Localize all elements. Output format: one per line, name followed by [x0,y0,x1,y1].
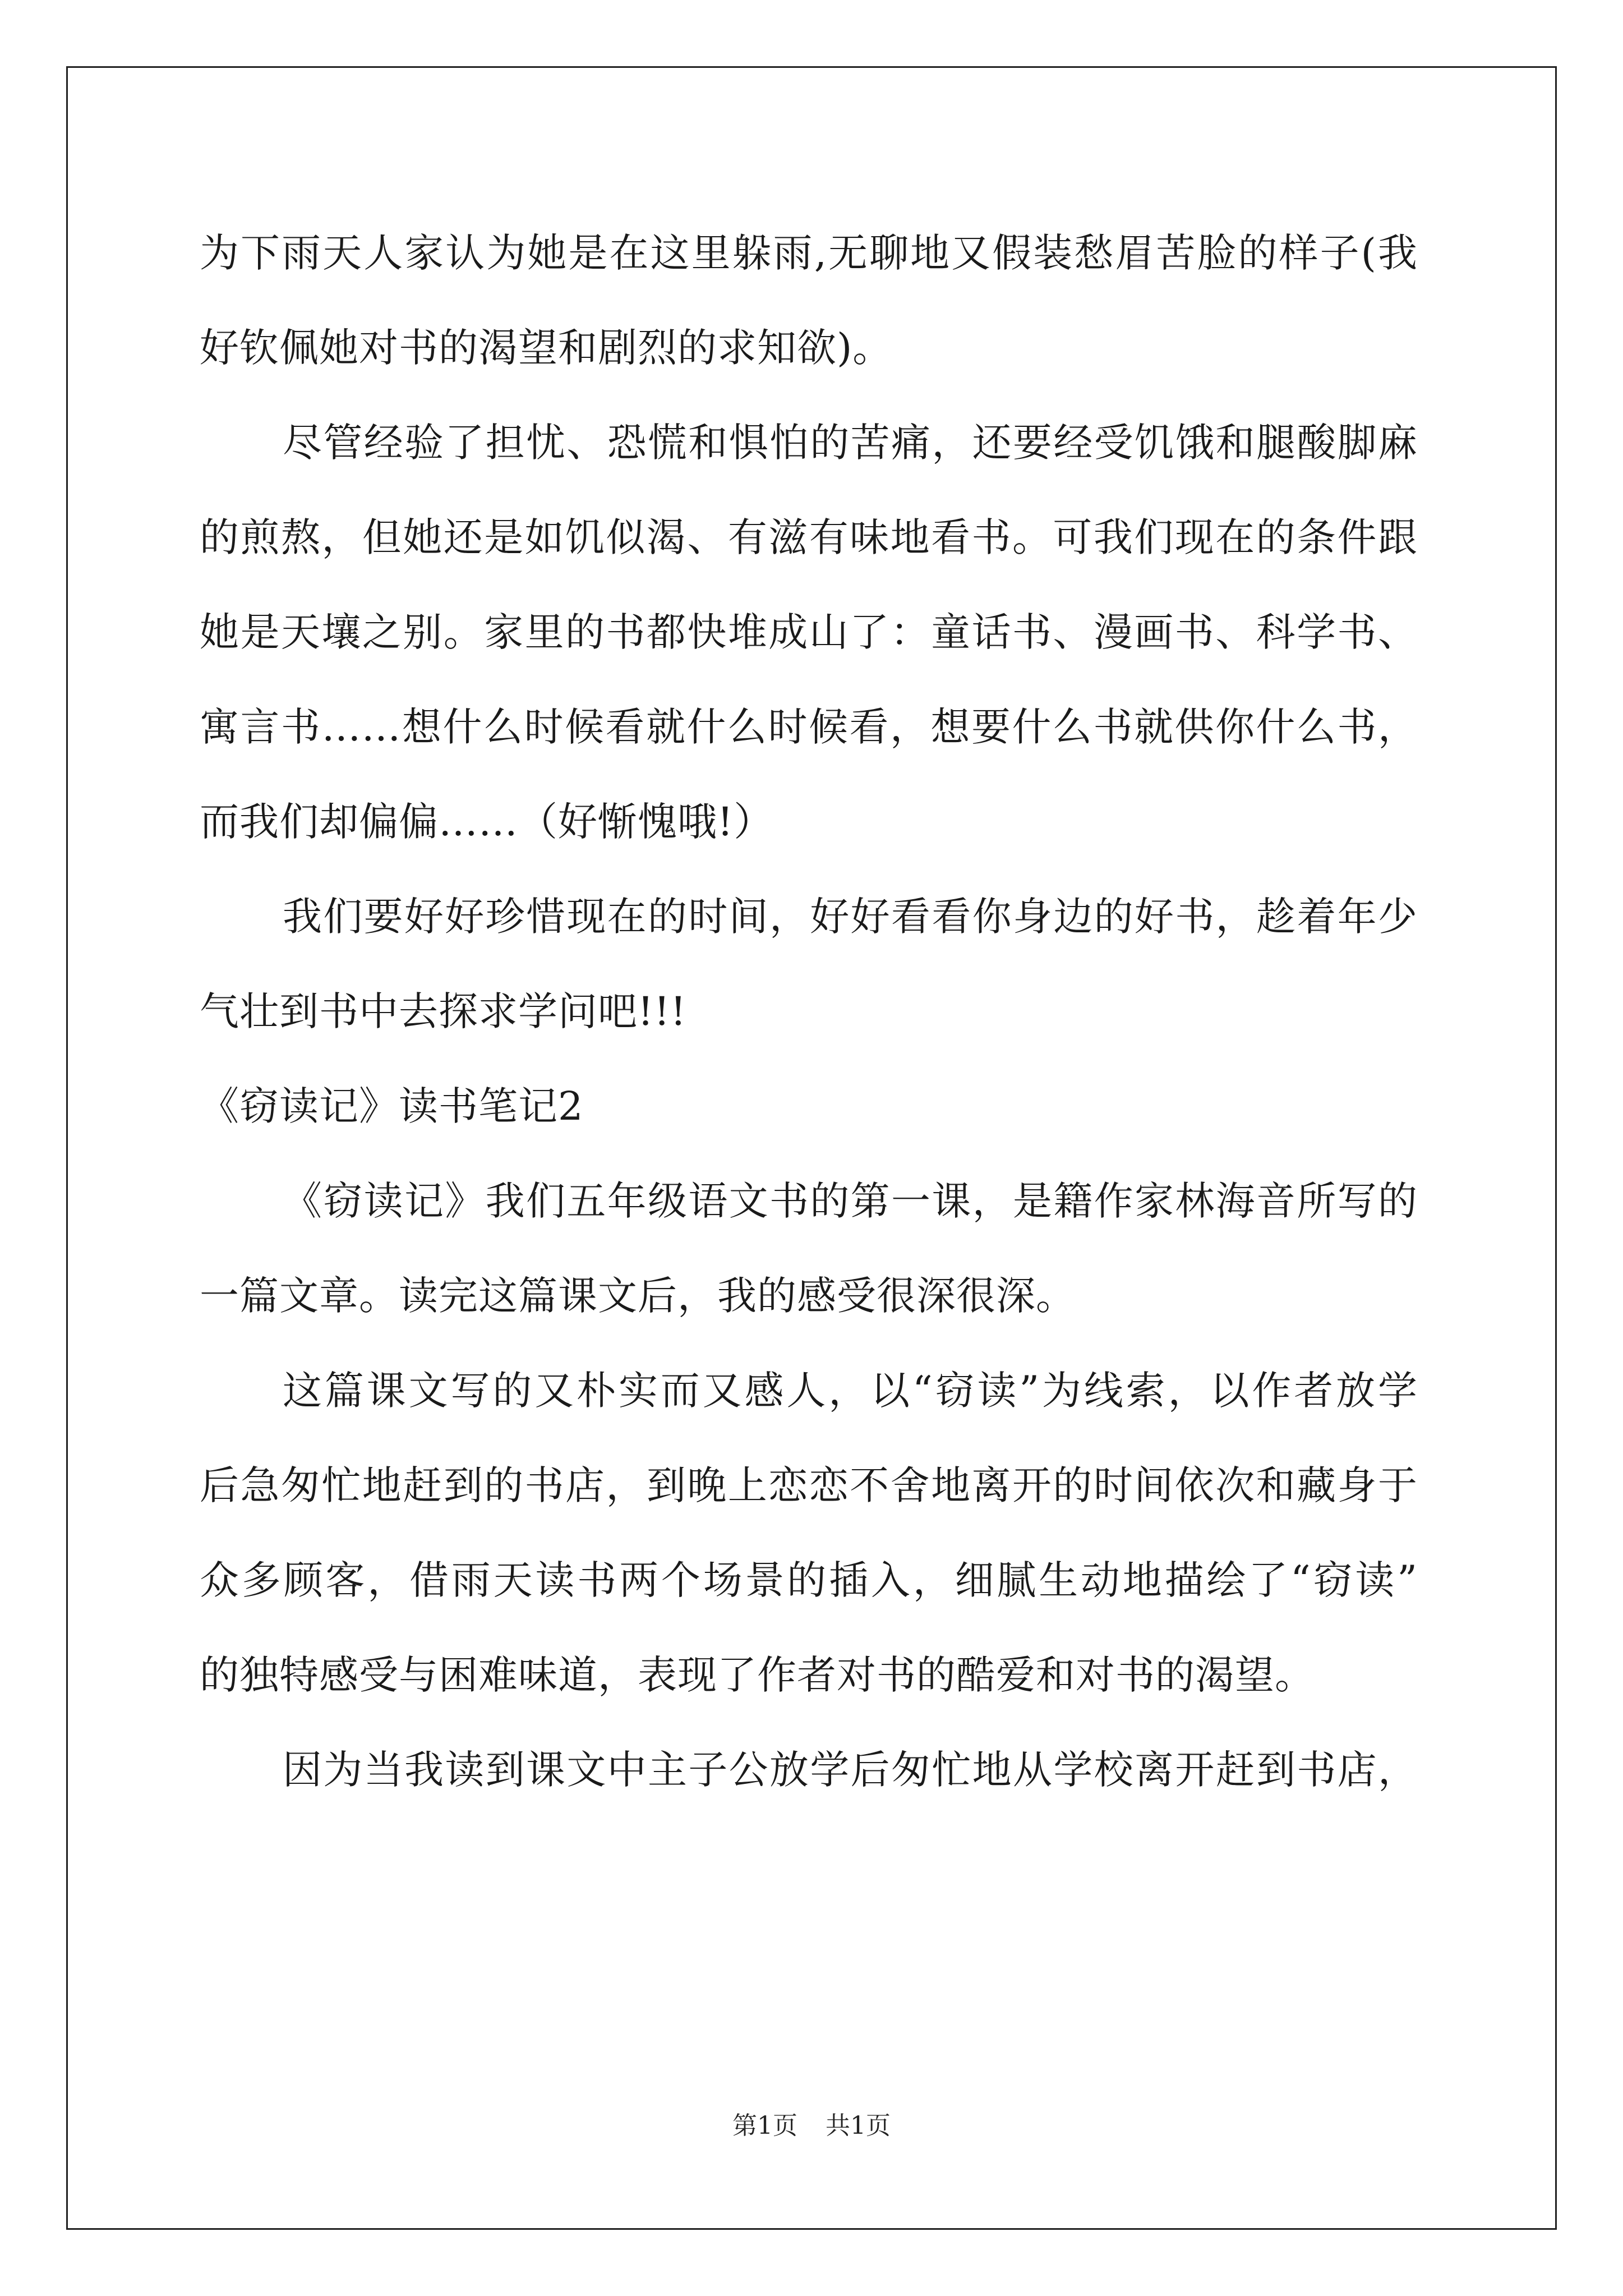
text-line: 为下雨天人家认为她是在这里躲雨,无聊地又假装愁眉苦脸的样子(我 [200,230,1418,276]
text-line: 众多顾客，借雨天读书两个场景的插入，细腻生动地描绘了“窃读” [200,1557,1418,1603]
text-line: 后急匆忙地赶到的书店，到晚上恋恋不舍地离开的时间依次和藏身于 [200,1462,1418,1508]
page-number-current: 第1页 [732,2111,797,2140]
text-line: 她是天壤之别。家里的书都快堆成山了：童话书、漫画书、科学书、 [200,609,1418,655]
document-body [200,218,1418,1829]
paragraph-first-line: 因为当我读到课文中主子公放学后匆忙地从学校离开赶到书店， [283,1747,1418,1793]
page-number-total: 共1页 [826,2111,891,2140]
page-footer [0,2109,1623,2143]
text-line: 的独特感受与困难味道，表现了作者对书的酷爱和对书的渴望。 [200,1652,1315,1698]
paragraph-first-line: 《窃读记》我们五年级语文书的第一课，是籍作家林海音所写的 [283,1178,1418,1224]
text-line: 寓言书……想什么时候看就什么时候看，想要什么书就供你什么书， [200,704,1418,750]
paragraph-first-line: 这篇课文写的又朴实而又感人，以“窃读”为线索，以作者放学 [283,1368,1418,1414]
text-line: 好钦佩她对书的渴望和剧烈的求知欲)。 [200,325,893,371]
text-line: 气壮到书中去探求学问吧!!! [200,988,687,1034]
section-heading: 《窃读记》读书笔记2 [200,1083,584,1129]
text-line: 一篇文章。读完这篇课文后，我的感受很深很深。 [200,1273,1076,1319]
paragraph-first-line: 我们要好好珍惜现在的时间，好好看看你身边的好书，趁着年少 [283,894,1418,940]
paragraph-first-line: 尽管经验了担忧、恐慌和惧怕的苦痛，还要经受饥饿和腿酸脚麻 [283,420,1418,466]
text-line: 的煎熬，但她还是如饥似渴、有滋有味地看书。可我们现在的条件跟 [200,514,1418,560]
text-line: 而我们却偏偏……（好惭愧哦!） [200,799,774,845]
